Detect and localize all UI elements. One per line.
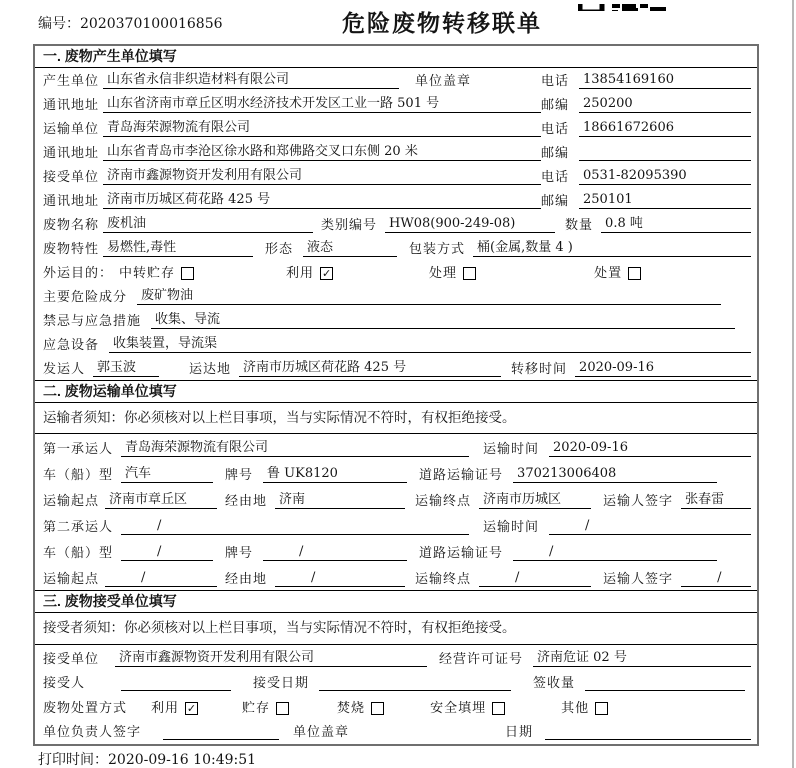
head-sign-label: 单位负责人签字 (43, 725, 142, 740)
taboo-label: 禁忌与应急措施 (43, 314, 142, 329)
category-code-field: HW08(900-249-08) (385, 216, 555, 233)
packing-field: 桶(金属,数量 4 ) (473, 240, 751, 257)
purpose-label: 外运目的： (43, 266, 114, 281)
disposal-landfill-label: 安全填埋 (430, 700, 487, 716)
plate1-field: 鲁 UK8120 (263, 466, 407, 483)
end1-label: 运输终点 (415, 494, 472, 509)
document-number-label: 编号： (38, 16, 80, 32)
print-time-value: 2020-09-16 10:49:51 (108, 752, 257, 768)
disposal-store-label: 贮存 (242, 700, 271, 716)
transport-time2-label: 运输时间 (483, 520, 540, 535)
vehicle1-field: 汽车 (121, 466, 213, 483)
waste-character-row (35, 236, 757, 260)
carrier1-field: 青岛海荣源物流有限公司 (121, 440, 469, 457)
sign2-field: / (681, 570, 751, 587)
sign1-label: 运输人签字 (603, 494, 674, 509)
purpose-dispose-label: 处置 (594, 266, 623, 281)
print-time (38, 749, 256, 768)
manifest-form (33, 44, 759, 746)
producer-zip-field: 250200 (579, 96, 751, 113)
receiver-notice: 接受者须知：你必须核对以上栏目事项，当与实际情况不符时，有权拒绝接受。 (35, 613, 757, 645)
route2-row (35, 564, 757, 590)
purpose-transfer-label: 中转贮存 (119, 266, 176, 281)
carrier1-row (35, 434, 757, 460)
sender-field: 郭玉波 (93, 360, 159, 377)
route1-row (35, 486, 757, 512)
purpose-row (35, 260, 757, 284)
purpose-dispose-checkbox (628, 267, 641, 280)
road-license1-label: 道路运输证号 (419, 468, 504, 483)
purpose-treat-label: 处理 (429, 266, 458, 281)
receive-date-field (319, 674, 511, 691)
vehicle1-row (35, 460, 757, 486)
vehicle2-row (35, 538, 757, 564)
receiver-address-row (35, 188, 757, 212)
road-license2-label: 道路运输证号 (419, 546, 504, 561)
producer-zip-label: 邮编 (541, 98, 570, 113)
origin1-field: 济南市章丘区 (105, 492, 217, 509)
disposal-landfill-checkbox (492, 702, 505, 715)
category-code-label: 类别编号 (321, 218, 378, 233)
transporter-address-label: 通讯地址 (43, 146, 100, 161)
sender-row (35, 356, 757, 380)
receiver-zip-label: 邮编 (541, 194, 570, 209)
receiver-phone-field: 0531-82095390 (579, 168, 751, 185)
receiver-address-label: 通讯地址 (43, 194, 100, 209)
equipment-field: 收集装置，导流渠 (109, 336, 751, 353)
taboo-field: 收集、导流 (151, 312, 735, 329)
equipment-row (35, 332, 757, 356)
document-header (0, 0, 796, 44)
transport-time1-label: 运输时间 (483, 442, 540, 457)
vehicle2-label: 车（船）型 (43, 546, 114, 561)
permit-field: 济南危证 02 号 (533, 650, 751, 667)
receiver-name-field: 济南市鑫源物资开发利用有限公司 (103, 168, 541, 185)
receiver-label: 接受单位 (43, 170, 100, 185)
receiver-zip-field: 250101 (579, 192, 751, 209)
sender-label: 发运人 (43, 362, 86, 377)
transporter-zip-field (579, 144, 751, 161)
via2-field: / (275, 570, 405, 587)
vehicle1-label: 车（船）型 (43, 468, 114, 483)
road-license2-field: / (513, 544, 717, 561)
transporter-notice: 运输者须知：你必须核对以上栏目事项，当与实际情况不符时，有权拒绝接受。 (35, 403, 757, 434)
receive-person-label: 接受人 (43, 676, 86, 691)
origin2-label: 运输起点 (43, 572, 100, 587)
transporter-row (35, 116, 757, 140)
transporter-address-field: 山东省青岛市李沧区徐水路和郑佛路交叉口东侧 20 米 (103, 144, 541, 161)
plate2-field: / (263, 544, 407, 561)
receive-date-label: 接受日期 (253, 676, 310, 691)
disposal-other-checkbox (595, 702, 608, 715)
document-number-value: 2020370100016856 (80, 16, 223, 32)
producer-name-field: 山东省永信非织造材料有限公司 (103, 72, 399, 89)
disposal-burn-checkbox (371, 702, 384, 715)
producer-row (35, 68, 757, 92)
transporter-name-field: 青岛海荣源物流有限公司 (103, 120, 541, 137)
form-state-label: 形态 (265, 242, 294, 257)
receive-unit-field: 济南市鑫源物资开发利用有限公司 (115, 650, 427, 667)
taboo-row (35, 308, 757, 332)
end1-field: 济南市历城区 (479, 492, 591, 509)
transporter-zip-label: 邮编 (541, 146, 570, 161)
quantity-field: 0.8 吨 (601, 216, 751, 233)
disposal-use-label: 利用 (151, 700, 180, 716)
sign-date-label: 日期 (505, 725, 534, 740)
via1-field: 济南 (275, 492, 405, 509)
receiver-phone-label: 电话 (541, 170, 570, 185)
receive-unit-label: 接受单位 (43, 651, 100, 667)
page-edge-divider (792, 0, 794, 768)
section1-header: 一. 废物产生单位填写 (35, 46, 757, 68)
sign-date-field (545, 723, 751, 740)
transporter-phone-label: 电话 (541, 122, 570, 137)
disposal-method-label: 废物处置方式 (43, 700, 128, 716)
transfer-time-field: 2020-09-16 (575, 360, 751, 377)
destination-label: 运达地 (189, 362, 232, 377)
transport-time2-field: / (549, 518, 751, 535)
transporter-label: 运输单位 (43, 122, 100, 137)
section2-header: 二. 废物运输单位填写 (35, 380, 757, 403)
receiver-address-field: 济南市历城区荷花路 425 号 (103, 192, 541, 209)
via1-label: 经由地 (225, 494, 268, 509)
disposal-other-label: 其他 (561, 700, 590, 716)
transfer-time-label: 转移时间 (511, 362, 568, 377)
hazard-field: 废矿物油 (137, 288, 721, 305)
quantity-label: 数量 (565, 218, 594, 233)
signed-amount-field (585, 674, 745, 691)
end2-field: / (479, 570, 591, 587)
receiver-seal-label: 单位盖章 (293, 725, 350, 740)
equipment-label: 应急设备 (43, 338, 100, 353)
disposal-store-checkbox (276, 702, 289, 715)
purpose-use-label: 利用 (286, 266, 315, 281)
transporter-address-row (35, 140, 757, 164)
destination-field: 济南市历城区荷花路 425 号 (239, 360, 501, 377)
carrier2-field: / (121, 518, 469, 535)
road-license1-field: 370213006408 (513, 466, 717, 483)
transporter-phone-field: 18661672606 (579, 120, 751, 137)
plate2-label: 牌号 (225, 546, 254, 561)
vehicle2-field: / (121, 544, 213, 561)
disposal-burn-label: 焚烧 (337, 700, 366, 716)
receiver-row (35, 164, 757, 188)
hazard-label: 主要危险成分 (43, 290, 128, 305)
carrier2-label: 第二承运人 (43, 520, 114, 535)
section3-header: 三. 废物接受单位填写 (35, 590, 757, 613)
purpose-transfer-checkbox (181, 267, 194, 280)
origin1-label: 运输起点 (43, 494, 100, 509)
sign2-label: 运输人签字 (603, 572, 674, 587)
head-sign-row (35, 719, 757, 744)
waste-name-row (35, 212, 757, 236)
receive-person-row (35, 670, 757, 695)
hazard-row (35, 284, 757, 308)
waste-character-field: 易燃性,毒性 (103, 240, 253, 257)
purpose-use-checkbox: ✓ (321, 267, 332, 280)
disposal-use-checkbox: ✓ (186, 701, 197, 715)
receive-unit-row (35, 645, 757, 670)
print-time-label: 打印时间： (38, 752, 108, 768)
packing-label: 包装方式 (409, 242, 466, 257)
producer-address-label: 通讯地址 (43, 98, 100, 113)
end2-label: 运输终点 (415, 572, 472, 587)
purpose-treat-checkbox (463, 267, 476, 280)
producer-phone-label: 电话 (540, 74, 569, 89)
permit-label: 经营许可证号 (439, 651, 524, 667)
carrier1-label: 第一承运人 (43, 442, 114, 457)
plate1-label: 牌号 (225, 468, 254, 483)
origin2-field: / (105, 570, 217, 587)
transport-time1-field: 2020-09-16 (549, 440, 751, 457)
signed-amount-label: 签收量 (533, 676, 576, 691)
disposal-method-row (35, 694, 757, 719)
producer-address-field: 山东省济南市章丘区明水经济技术开发区工业一路 501 号 (103, 96, 541, 113)
receive-person-field (121, 674, 231, 691)
sign1-field: 张春雷 (681, 492, 751, 509)
producer-address-row (35, 92, 757, 116)
unit-seal-label: 单位盖章 (415, 74, 472, 89)
via2-label: 经由地 (225, 572, 268, 587)
producer-label: 产生单位 (43, 74, 100, 89)
qr-code-partial-icon (578, 0, 668, 11)
waste-name-label: 废物名称 (43, 218, 100, 233)
head-sign-field (163, 723, 279, 740)
page-title: 危险废物转移联单 (342, 10, 542, 36)
waste-character-label: 废物特性 (43, 242, 100, 257)
producer-phone-field: 13854169160 (579, 72, 751, 89)
waste-name-field: 废机油 (103, 216, 313, 233)
form-state-field: 液态 (303, 240, 397, 257)
carrier2-row (35, 512, 757, 538)
